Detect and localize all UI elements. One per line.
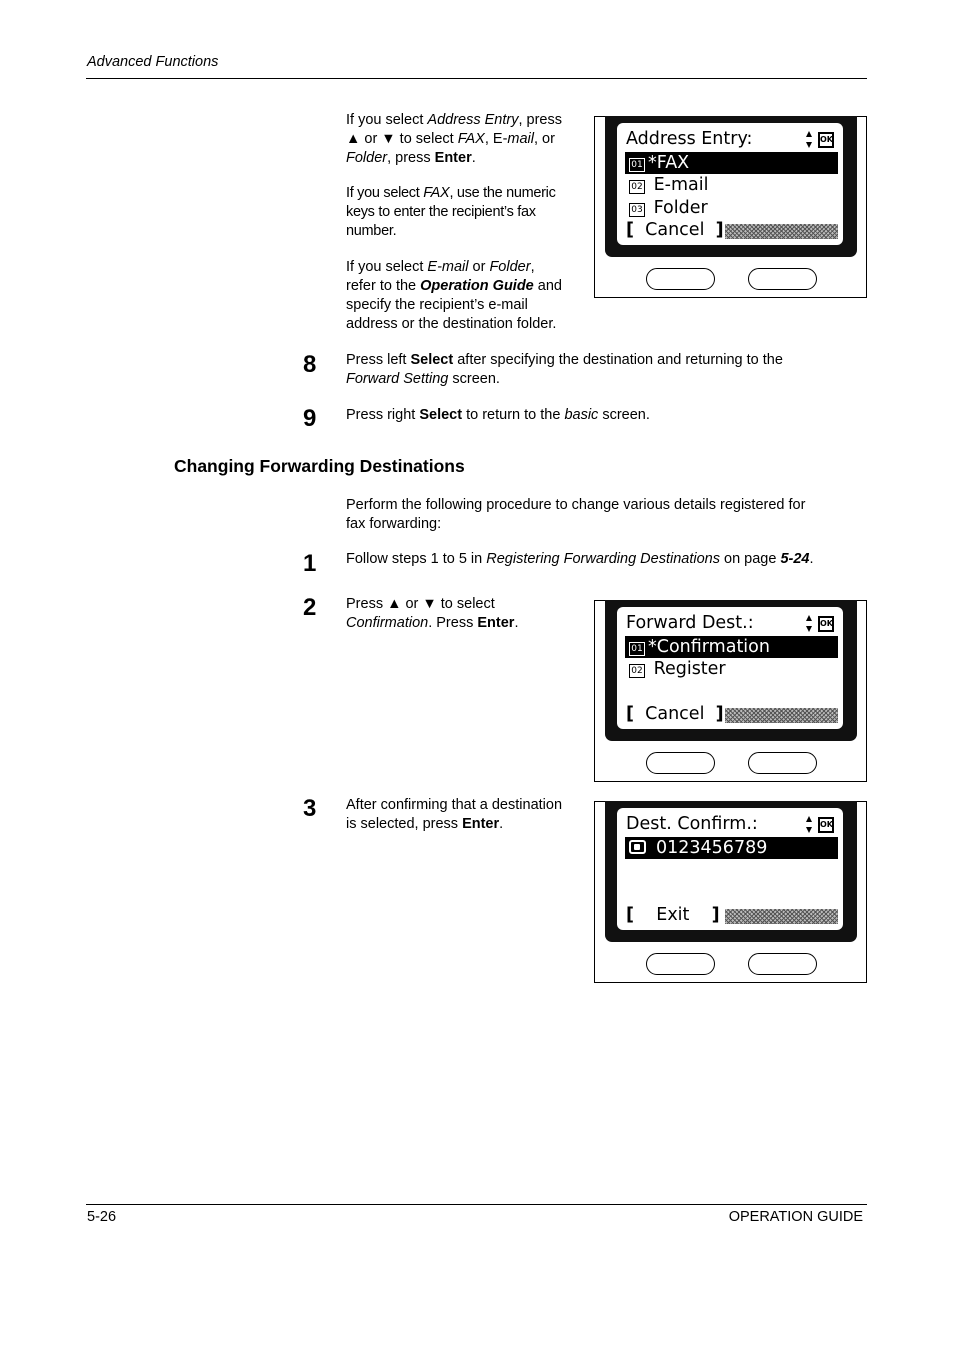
ok-icon: OK xyxy=(818,817,834,833)
text-italic: Confirmation xyxy=(346,615,429,631)
text-italic: mail xyxy=(507,131,534,147)
lcd-destination-item[interactable] xyxy=(625,837,838,859)
bracket-open: [ xyxy=(626,220,634,240)
bracket-close: ] xyxy=(715,220,724,240)
item-label: E-mail xyxy=(653,175,709,195)
text: . xyxy=(514,615,519,631)
page-reference: 5-24 xyxy=(780,551,810,567)
hatched-area xyxy=(725,909,838,924)
lcd-title: Forward Dest.: xyxy=(626,613,754,633)
intro-paragraph-1 xyxy=(346,111,562,168)
hatched-area xyxy=(725,708,838,723)
text: ▲ or ▼ to select xyxy=(346,131,458,147)
text-bold: Enter xyxy=(462,816,500,832)
hatched-area xyxy=(725,224,838,239)
text: If you select xyxy=(346,112,428,128)
text: Perform the following procedure to change various details registered for xyxy=(346,497,806,513)
text-italic: Forward Setting xyxy=(346,371,449,387)
text-italic: basic xyxy=(564,407,599,423)
text: , press xyxy=(518,112,562,128)
text-italic: FAX xyxy=(457,131,485,147)
lcd-menu-item-register[interactable] xyxy=(625,658,838,680)
page-number: 5-26 xyxy=(87,1209,117,1225)
text: , use the numeric xyxy=(449,185,556,201)
item-label: *FAX xyxy=(648,153,690,173)
step-number: 1 xyxy=(303,550,317,577)
bracket-open: [ xyxy=(626,704,634,724)
step-9-text xyxy=(346,406,650,425)
lcd-menu-item-folder[interactable] xyxy=(625,197,838,219)
left-select-button[interactable] xyxy=(646,268,715,290)
item-number-icon: 01 xyxy=(629,158,645,172)
text: , xyxy=(530,259,535,275)
step-number: 8 xyxy=(303,351,317,378)
step-3-text xyxy=(346,796,562,834)
step-1-text xyxy=(346,550,814,569)
scroll-arrows-icon xyxy=(806,615,812,632)
text: number. xyxy=(346,223,397,239)
text-bold: Select xyxy=(410,352,454,368)
text-bold: Select xyxy=(419,407,463,423)
lcd-panel-dest-confirm xyxy=(594,801,867,983)
text: specify the recipient’s e-mail xyxy=(346,297,528,313)
lcd-title: Dest. Confirm.: xyxy=(626,814,758,834)
lcd-screen xyxy=(617,607,843,729)
left-select-button[interactable] xyxy=(646,953,715,975)
softkey-label: Cancel xyxy=(645,220,705,240)
text: , press xyxy=(387,150,435,166)
text-bold: Enter xyxy=(434,150,472,166)
item-number-icon: 03 xyxy=(629,203,645,217)
text: . xyxy=(471,150,476,166)
text: . Press xyxy=(428,615,478,631)
text: screen. xyxy=(598,407,650,423)
guide-name: OPERATION GUIDE xyxy=(728,1209,863,1225)
step-2-text xyxy=(346,595,518,633)
text: Follow steps 1 to 5 in xyxy=(346,551,487,567)
text-italic: Folder xyxy=(346,150,388,166)
text: If you select xyxy=(346,259,428,275)
softkey-label: Cancel xyxy=(645,704,705,724)
bracket-close: ] xyxy=(715,704,724,724)
item-number-icon: 02 xyxy=(629,180,645,194)
text-italic: Address Entry xyxy=(427,112,519,128)
lcd-bezel xyxy=(605,600,857,741)
text: , or xyxy=(534,131,555,147)
step-number: 3 xyxy=(303,795,317,822)
item-label: Register xyxy=(653,659,726,679)
section-intro xyxy=(346,496,805,534)
section-heading: Changing Forwarding Destinations xyxy=(174,456,465,476)
intro-paragraph-2 xyxy=(346,184,556,241)
right-select-button[interactable] xyxy=(748,953,817,975)
text: address or the destination folder. xyxy=(346,316,557,332)
header-rule xyxy=(86,78,867,79)
text: to return to the xyxy=(462,407,565,423)
lcd-screen xyxy=(617,808,843,930)
text-bold-italic: Operation Guide xyxy=(420,278,534,294)
lcd-bezel xyxy=(605,116,857,257)
item-number-icon: 02 xyxy=(629,664,645,678)
text-bold: Enter xyxy=(477,615,515,631)
text: is selected, press xyxy=(346,816,463,832)
step-number: 2 xyxy=(303,594,317,621)
text: on page xyxy=(719,551,781,567)
right-select-button[interactable] xyxy=(748,752,817,774)
text: Press left xyxy=(346,352,411,368)
text: refer to the xyxy=(346,278,421,294)
text-italic: Folder xyxy=(489,259,531,275)
scroll-arrows-icon xyxy=(806,816,812,833)
text: If you select xyxy=(346,185,424,201)
lcd-menu-item-confirmation[interactable] xyxy=(625,636,838,658)
fax-number: 0123456789 xyxy=(656,838,768,858)
text-italic: FAX xyxy=(423,185,450,201)
text: Press right xyxy=(346,407,420,423)
text: screen. xyxy=(448,371,500,387)
intro-paragraph-3 xyxy=(346,258,562,334)
text: After confirming that a destination xyxy=(346,797,563,813)
footer-rule xyxy=(86,1204,867,1205)
lcd-title: Address Entry: xyxy=(626,129,753,149)
softkey-label: Exit xyxy=(656,905,690,925)
lcd-screen xyxy=(617,123,843,245)
right-select-button[interactable] xyxy=(748,268,817,290)
lcd-panel-forward-dest xyxy=(594,600,867,782)
bracket-close: ] xyxy=(711,905,720,925)
text: . xyxy=(809,551,814,567)
text-italic: E-mail xyxy=(427,259,469,275)
step-number: 9 xyxy=(303,405,317,432)
text-italic: Registering Forwarding Destinations xyxy=(486,551,720,567)
text: keys to enter the recipient’s fax xyxy=(346,204,536,220)
ok-icon: OK xyxy=(818,132,834,148)
header-title: Advanced Functions xyxy=(87,54,219,70)
lcd-menu-item-fax[interactable] xyxy=(625,152,838,174)
bracket-open: [ xyxy=(626,905,634,925)
scroll-arrows-icon xyxy=(806,131,812,148)
text: after specifying the destination and returning to the xyxy=(453,352,783,368)
item-number-icon: 01 xyxy=(629,642,645,656)
text: or xyxy=(468,259,490,275)
step-8-text xyxy=(346,351,783,389)
lcd-panel-address-entry xyxy=(594,116,867,298)
lcd-menu-item-email[interactable] xyxy=(625,174,838,196)
text: fax forwarding: xyxy=(346,516,442,532)
lcd-bezel xyxy=(605,801,857,942)
text: and xyxy=(533,278,562,294)
text: . xyxy=(499,816,504,832)
item-label: *Confirmation xyxy=(648,637,770,657)
text: , E- xyxy=(484,131,508,147)
fax-icon xyxy=(629,840,646,854)
ok-icon: OK xyxy=(818,616,834,632)
left-select-button[interactable] xyxy=(646,752,715,774)
text: Press ▲ or ▼ to select xyxy=(346,596,495,612)
item-label: Folder xyxy=(653,198,708,218)
